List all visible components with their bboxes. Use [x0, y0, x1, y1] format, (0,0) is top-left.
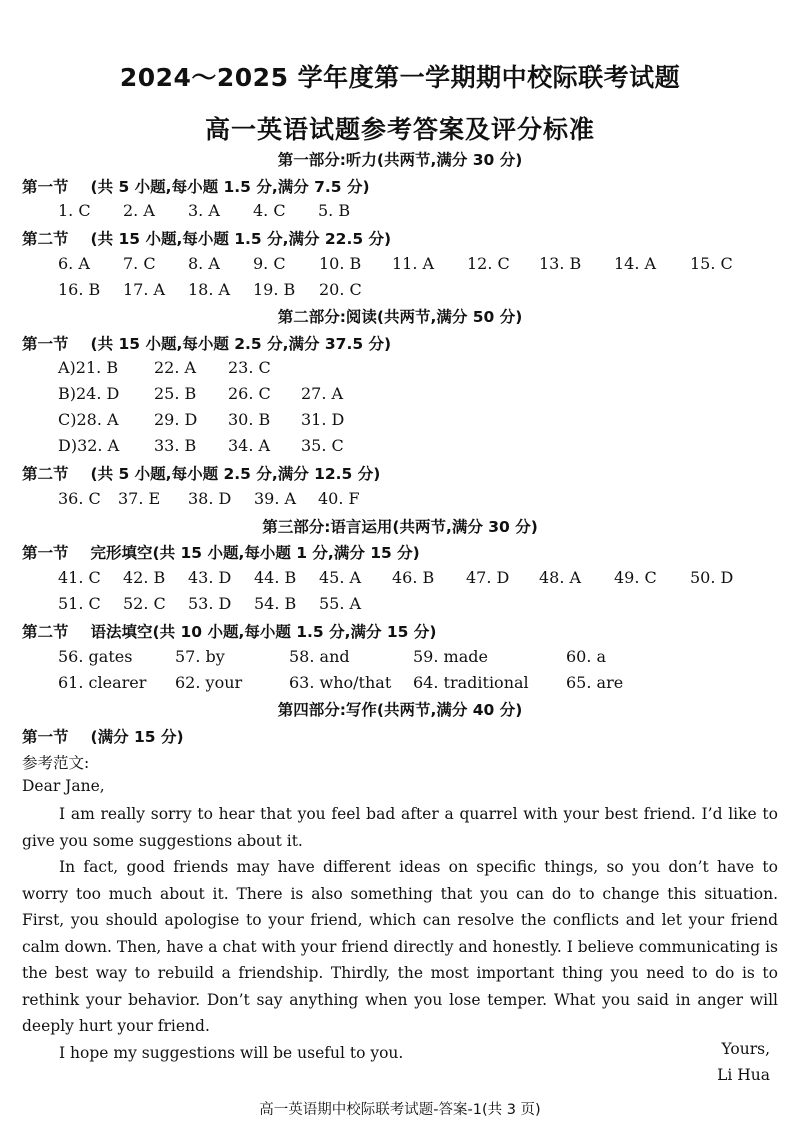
answer-item: 16. B	[58, 280, 101, 299]
answer-item: 20. C	[319, 280, 362, 299]
answer-item: 62. your	[175, 673, 243, 692]
answer-item: 37. E	[118, 489, 161, 508]
section-name: 第一节	[22, 544, 69, 562]
answer-item: 19. B	[253, 280, 296, 299]
answer-item: 60. a	[566, 647, 607, 666]
essay-body	[22, 801, 778, 1066]
section-desc: (共 15 小题,每小题 2.5 分,满分 37.5 分)	[90, 335, 392, 353]
answer-item: 38. D	[188, 489, 232, 508]
part-3-section-1	[22, 541, 420, 563]
answer-item: 7. C	[123, 254, 156, 273]
answer-item: A)21. B	[58, 358, 119, 377]
answer-item: 4. C	[253, 201, 286, 220]
section-name: 第一节	[22, 178, 69, 196]
part-2-section-1	[22, 332, 391, 354]
essay-greeting: Dear Jane,	[22, 777, 105, 795]
answer-item: 35. C	[301, 436, 344, 455]
answer-item: D)32. A	[58, 436, 120, 455]
essay-signature: Li Hua	[717, 1066, 770, 1084]
answer-item: 42. B	[123, 568, 166, 587]
answer-item: 65. are	[566, 673, 624, 692]
answer-item: 48. A	[539, 568, 582, 587]
section-name: 第二节	[22, 623, 69, 641]
answer-item: 33. B	[154, 436, 197, 455]
part-4-section-1	[22, 725, 184, 747]
answer-item: 64. traditional	[413, 673, 529, 692]
answer-item: 8. A	[188, 254, 220, 273]
page-footer: 高一英语期中校际联考试题-答案-1(共 3 页)	[259, 1102, 541, 1118]
answer-item: 31. D	[301, 410, 345, 429]
answer-item: 14. A	[614, 254, 657, 273]
answer-item: 43. D	[188, 568, 232, 587]
answer-item: C)28. A	[58, 410, 119, 429]
part-1-section-1	[22, 175, 370, 197]
exam-title: 2024～2025 学年度第一学期期中校际联考试题	[119, 63, 681, 92]
section-desc: 完形填空(共 15 小题,每小题 1 分,满分 15 分)	[90, 544, 420, 562]
essay-paragraph: I hope my suggestions will be useful to you.	[59, 1043, 404, 1062]
answer-item: 25. B	[154, 384, 197, 403]
answer-item: 34. A	[228, 436, 271, 455]
answer-item: 55. A	[319, 594, 362, 613]
answer-item: 57. by	[175, 647, 225, 666]
answer-item: 54. B	[254, 594, 297, 613]
answer-item: 15. C	[690, 254, 733, 273]
answer-item: 53. D	[188, 594, 232, 613]
answer-item: 58. and	[289, 647, 350, 666]
answer-item: 17. A	[123, 280, 166, 299]
section-desc: (共 5 小题,每小题 2.5 分,满分 12.5 分)	[90, 465, 381, 483]
answer-item: 29. D	[154, 410, 198, 429]
answer-item: 2. A	[123, 201, 155, 220]
section-desc: (共 5 小题,每小题 1.5 分,满分 7.5 分)	[90, 178, 370, 196]
section-desc: (满分 15 分)	[90, 728, 184, 746]
answer-item: 44. B	[254, 568, 297, 587]
answer-item: 13. B	[539, 254, 582, 273]
answer-item: 51. C	[58, 594, 101, 613]
answer-item: 47. D	[466, 568, 510, 587]
section-desc: 语法填空(共 10 小题,每小题 1.5 分,满分 15 分)	[90, 623, 437, 641]
section-name: 第一节	[22, 335, 69, 353]
part-3-heading: 第三部分:语言运用(共两节,满分 30 分)	[262, 518, 538, 536]
answer-item: 50. D	[690, 568, 734, 587]
part-2-section-2	[22, 462, 380, 484]
part-1-section-2	[22, 227, 391, 249]
essay-paragraph: In fact, good friends may have different ideas on specific things, so you don’t have to worry too much about it. There is also something that you can do to change this situation. First, you should apologise to your friend, which can resolve the conflicts and let your friend calm down. Then, have a chat with your friend directly and honestly. I believe communicating is the best way to rebuild a friendship. Thirdly, the most important thing you need to do is to rethink your behavior. Don’t say anything when you lose temper. What you said in anger will deeply hurt your friend.	[22, 858, 778, 1035]
part-3-section-2	[22, 620, 436, 642]
answer-item: 10. B	[319, 254, 362, 273]
answer-item: B)24. D	[58, 384, 120, 403]
answer-item: 36. C	[58, 489, 101, 508]
answer-item: 45. A	[319, 568, 362, 587]
part-1-heading: 第一部分:听力(共两节,满分 30 分)	[277, 151, 523, 169]
answer-item: 26. C	[228, 384, 271, 403]
answer-item: 6. A	[58, 254, 90, 273]
section-name: 第一节	[22, 728, 69, 746]
answer-item: 30. B	[228, 410, 271, 429]
answer-item: 18. A	[188, 280, 231, 299]
answer-item: 9. C	[253, 254, 286, 273]
section-desc: (共 15 小题,每小题 1.5 分,满分 22.5 分)	[90, 230, 392, 248]
answer-key-title: 高一英语试题参考答案及评分标准	[204, 115, 595, 144]
part-2-heading: 第二部分:阅读(共两节,满分 50 分)	[277, 308, 523, 326]
answer-item: 41. C	[58, 568, 101, 587]
answer-item: 22. A	[154, 358, 197, 377]
answer-item: 40. F	[318, 489, 360, 508]
essay-closing: Yours,	[721, 1040, 770, 1058]
section-name: 第二节	[22, 230, 69, 248]
answer-item: 52. C	[123, 594, 166, 613]
answer-item: 12. C	[467, 254, 510, 273]
section-name: 第二节	[22, 465, 69, 483]
answer-item: 56. gates	[58, 647, 133, 666]
part-4-heading: 第四部分:写作(共两节,满分 40 分)	[277, 701, 523, 719]
answer-item: 3. A	[188, 201, 220, 220]
sample-essay-label: 参考范文:	[22, 754, 90, 772]
answer-item: 46. B	[392, 568, 435, 587]
answer-item: 59. made	[413, 647, 488, 666]
answer-item: 23. C	[228, 358, 271, 377]
essay-paragraph: I am really sorry to hear that you feel bad after a quarrel with your best friend. I’d like to give you some suggestions about it.	[22, 805, 778, 850]
answer-item: 27. A	[301, 384, 344, 403]
answer-item: 49. C	[614, 568, 657, 587]
answer-item: 11. A	[392, 254, 435, 273]
answer-item: 63. who/that	[289, 673, 392, 692]
answer-item: 61. clearer	[58, 673, 147, 692]
answer-item: 39. A	[254, 489, 297, 508]
answer-item: 5. B	[318, 201, 351, 220]
answer-item: 1. C	[58, 201, 91, 220]
